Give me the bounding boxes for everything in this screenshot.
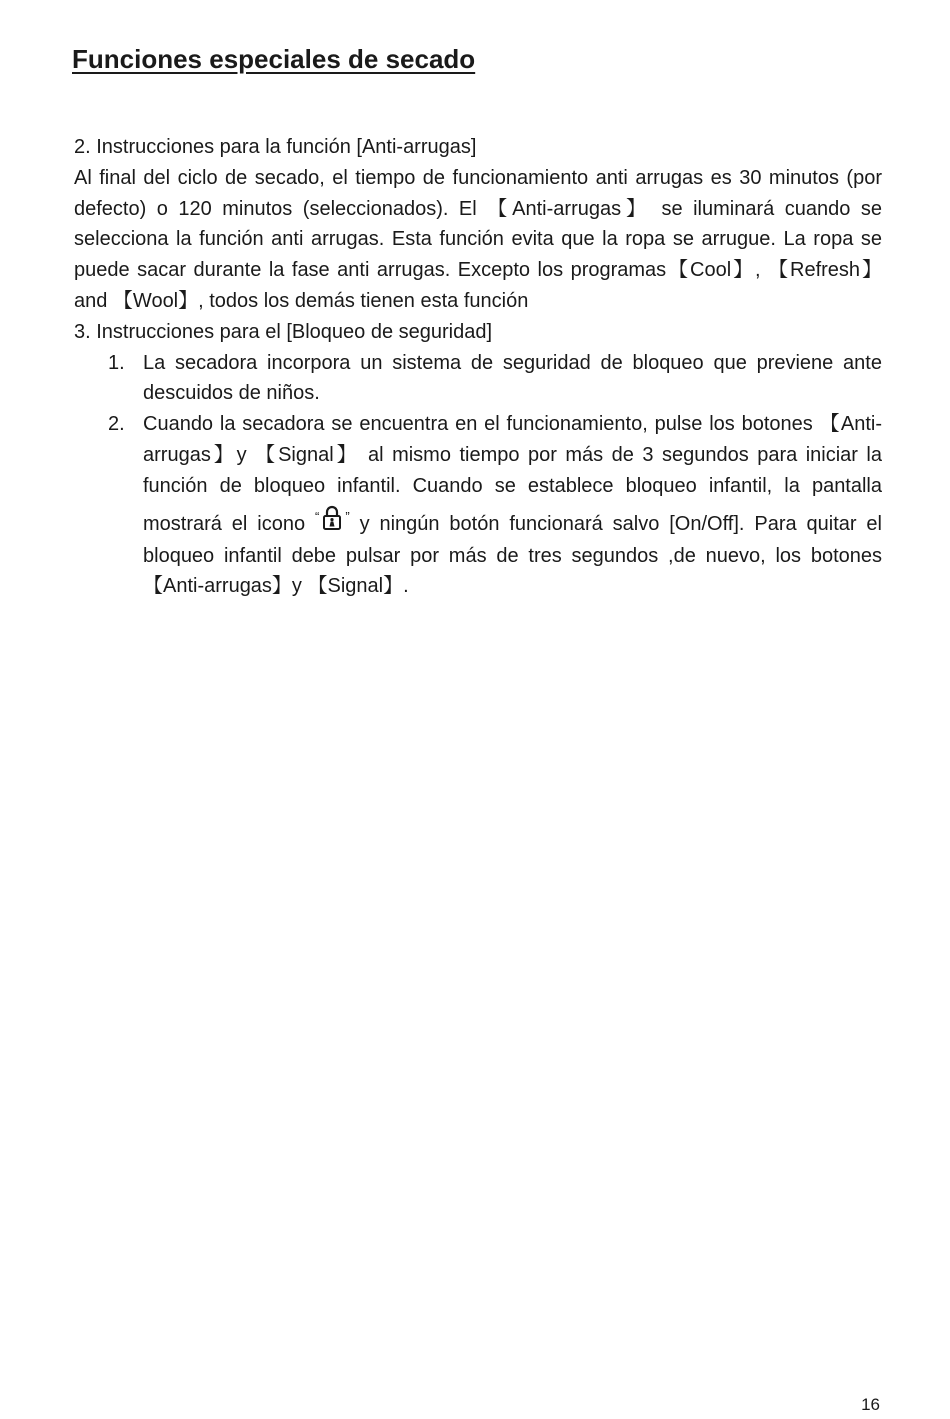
safety-lock-heading: 3. Instrucciones para el [Bloqueo de seguridad] bbox=[74, 320, 493, 343]
list-item-text-before-icon: Cuando la secadora se encuentra en el funcionamiento, pulse los botones 【Anti-arrugas】y 【Signal】 al mismo tiempo por más de 3 segundos para iniciar la función de bloqueo infantil. Cuando se establece bloqueo infantil, la pantalla mostrará el icono bbox=[143, 413, 882, 535]
list-item-text: La secadora incorpora un sistema de seguridad de bloqueo que previene ante descuidos de niños. bbox=[143, 351, 882, 405]
anti-wrinkle-heading: 2. Instrucciones para la función [Anti-arrugas] bbox=[74, 136, 477, 158]
list-item bbox=[74, 348, 882, 410]
page-title: Funciones especiales de secado bbox=[72, 44, 476, 74]
anti-wrinkle-body: Al final del ciclo de secado, el tiempo de funcionamiento anti arrugas es 30 minutos (por defecto) o 120 minutos (seleccionados). El 【Anti-arrugas】 se iluminará cuando se selecciona la función anti arrugas. Esta función evita que la ropa se arrugue. La ropa se puede sacar durante la fase anti arrugas. Excepto los programas【Cool】, 【Refresh】and 【Wool】, todos los demás tienen esta función bbox=[74, 166, 882, 312]
icon-close-quote: ” bbox=[345, 508, 350, 524]
page-content bbox=[74, 132, 882, 602]
list-item-number: 1. bbox=[108, 351, 125, 374]
list-item-text-after-icon: y ningún botón funcionará salvo [On/Off]. Para quitar el bloqueo infantil debe pulsar por más de tres segundos ,de nuevo, los botones 【Anti-arrugas】y 【Signal】. bbox=[143, 512, 882, 598]
icon-open-quote: “ bbox=[314, 508, 320, 524]
list-item bbox=[74, 409, 882, 602]
page-number: 16 bbox=[861, 1395, 880, 1414]
child-lock-icon bbox=[321, 504, 343, 541]
safety-lock-list bbox=[74, 348, 882, 603]
lock-icon-group bbox=[315, 502, 350, 541]
list-item-number: 2. bbox=[108, 413, 125, 436]
